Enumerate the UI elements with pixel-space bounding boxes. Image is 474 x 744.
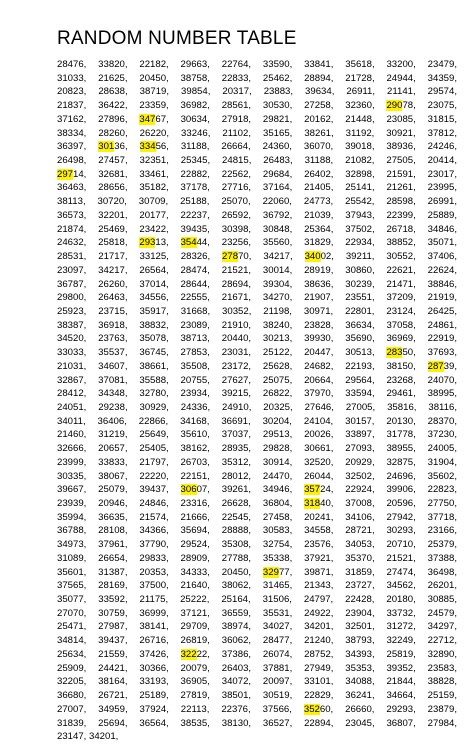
highlighted-digits: 340 [304,251,321,263]
number-line: 23097, 34217, 26564, 28474, 21521, 30014, 28919, 30860, 22621, 22624, [57,264,457,276]
page-title: RANDOM NUMBER TABLE [57,28,297,49]
highlighted-digits: 329 [262,566,279,578]
highlighted-digits: 354 [180,237,197,249]
highlighted-digits: 357 [304,484,321,496]
number-line: 32205, 38164, 33193, 36905, 34072, 20097, 33101, 34088, 21844, 38828, [57,676,457,688]
number-line: 37565, 28169, 37500, 21640, 38062, 31465, 21343, 23727, 34562, 26201, [57,580,457,592]
number-line: 24051, 29238, 30929, 24336, 24910, 20325, 27646, 27005, 35816, 38116, [57,401,457,413]
highlighted-digits: 290 [386,100,403,112]
number-line: 33033, 35537, 36745, 27853, 23031, 25122, 20447, 30513, 28350, 37693, [57,347,457,359]
number-line: 36787, 26260, 37014, 28644, 28694, 39304, 38636, 30239, 21471, 38846, [57,278,457,290]
number-line: 34973, 37961, 37790, 29524, 35308, 32754, 23576, 34053, 20710, 25379, [57,539,457,551]
number-line: 32666, 20657, 25405, 38162, 28935, 29828, 30661, 27093, 38955, 24005, [57,443,457,455]
number-line: 29714, 32681, 33461, 22882, 22562, 29684, 26402, 32898, 21591, 23017, [57,168,457,180]
number-line: 28531, 21717, 33125, 28326, 27870, 34217, 34002, 39211, 30552, 37406, [57,251,457,263]
number-line: 34814, 39437, 26716, 26819, 36062, 28477, 21240, 38793, 32249, 22712, [57,635,457,647]
number-line: 34520, 23763, 35078, 38713, 20440, 30213, 39930, 35690, 36969, 22919, [57,333,457,345]
highlighted-digits: 297 [57,168,74,180]
number-line: 23999, 33833, 21797, 26703, 35312, 30914, 32520, 20929, 32875, 31904, [57,456,457,468]
number-line: 21874, 25469, 23422, 39435, 30398, 30848, 25364, 37502, 26718, 34846, [57,223,457,235]
highlighted-digits: 306 [180,484,197,496]
number-line: 30335, 38067, 22220, 22151, 28012, 24470, 26044, 32502, 24696, 35602, [57,470,457,482]
number-line: 37162, 27896, 34767, 30634, 27918, 29821, 20162, 21448, 23085, 31815, [57,113,457,125]
number-line: 36680, 26721, 25189, 27819, 38501, 30519, 22829, 36241, 34664, 25159, [57,690,457,702]
number-line: 25471, 27987, 38141, 29709, 38974, 34027, 34201, 32501, 31272, 34297, [57,621,457,633]
number-line: 31839, 25694, 36564, 38535, 38130, 36527, 22894, 23045, 36807, 27984, [57,717,457,729]
number-line: 38387, 36918, 38832, 23089, 21910, 38240, 23828, 36634, 37058, 24861, [57,319,457,331]
number-line: 25909, 24421, 30366, 20079, 26403, 37881, 27949, 35353, 39352, 23583, [57,662,457,674]
number-line: 35077, 33592, 21175, 25222, 25164, 31506, 24797, 22428, 20180, 30885, [57,594,457,606]
highlighted-digits: 318 [304,498,321,509]
number-line: 32867, 37081, 35588, 20755, 27627, 25075, 20664, 29564, 23268, 24070, [57,374,457,386]
highlighted-digits: 352 [303,703,320,715]
number-line: 31089, 26654, 29833, 28909, 27788, 35338, 37921, 35370, 21521, 37388, [57,552,457,564]
highlighted-digits: 322 [180,648,197,660]
number-line: 39667, 25079, 39437, 30607, 39261, 34946, 35724, 22924, 39906, 22823, [57,484,457,496]
number-line: 35601, 31387, 20353, 34333, 20450, 32977, 39871, 31859, 27474, 36498, [57,566,457,578]
number-line: 31033, 21625, 20450, 38758, 22833, 25462, 28894, 21728, 24944, 34359, [57,72,457,84]
highlighted-digits: 293 [139,237,156,249]
highlighted-digits: 287 [427,360,444,372]
number-line: 23147, 34201, [57,731,119,743]
number-line: 36573, 32201, 20177, 22237, 26592, 36792, 21039, 37943, 22399, 25889, [57,209,457,221]
number-line: 21837, 36422, 23359, 36982, 28561, 30530, 27258, 32360, 29078, 23075, [57,100,457,112]
number-line: 25923, 23715, 35917, 31668, 30352, 21198, 30971, 22801, 23124, 26425, [57,305,457,317]
number-line: 38113, 30720, 30709, 25188, 25070, 22060, 24773, 25542, 28598, 26991, [57,196,457,208]
highlighted-digits: 347 [139,113,156,125]
number-line: 27070, 30759, 36999, 37121, 36559, 35531, 24922, 23904, 33732, 24579, [57,607,457,619]
number-line: 29800, 26463, 34556, 22555, 21671, 34270, 21907, 23551, 37209, 21919, [57,292,457,304]
number-line: 20823, 28638, 38719, 39854, 20317, 23883, 39634, 26911, 21141, 29574, [57,86,457,98]
number-line: 28412, 34348, 32780, 23934, 39215, 26822, 37970, 33594, 29461, 38995, [57,388,457,400]
number-line: 36397, 30136, 33456, 31188, 26664, 24360, 36070, 39018, 38936, 24246, [57,141,457,153]
highlighted-digits: 334 [139,141,156,153]
number-line: 36788, 28108, 34366, 35694, 28888, 30583, 34558, 28721, 30293, 23166, [57,525,457,537]
number-line: 26498, 27457, 32351, 25345, 24815, 26483, 31188, 21082, 27505, 20414, [57,155,457,167]
number-line: 38334, 28260, 26220, 33246, 21102, 35165, 38261, 31192, 30921, 37812, [57,127,457,139]
number-line: 24632, 25818, 29313, 35444, 23256, 35560, 31829, 22934, 38852, 35071, [57,237,457,249]
number-line: 21460, 31219, 25649, 35610, 37037, 29513, 20026, 33897, 31778, 37230, [57,429,457,441]
highlighted-digits: 301 [98,141,115,153]
highlighted-digits: 278 [222,251,239,263]
number-line: 23939, 20946, 24846, 23316, 26628, 36804, 31840, 37008, 20596, 27750, [57,498,457,509]
number-line: 21031, 34607, 38661, 35508, 23172, 25628, 24682, 22193, 38150, 28739, [57,360,457,372]
random-number-table [57,58,457,744]
number-line: 36463, 28656, 35182, 37178, 27716, 37164, 21405, 25141, 21261, 23995, [57,182,457,194]
number-line: 35994, 36635, 21574, 21666, 22545, 27458, 20241, 34106, 27942, 37718, [57,511,457,523]
number-line: 25634, 21559, 37426, 32222, 37386, 26074, 28752, 34393, 25819, 32890, [57,648,457,660]
number-line: 28476, 33820, 22182, 29663, 22764, 33590, 33841, 35618, 33200, 23479, [57,59,457,70]
number-line: 34011, 36406, 22866, 34168, 36691, 30204, 24104, 30157, 20130, 28370, [57,415,457,427]
number-line: 27007, 34959, 37924, 22113, 22376, 37566, 35260, 26660, 29293, 23879, [57,703,457,715]
highlighted-digits: 283 [386,347,403,359]
